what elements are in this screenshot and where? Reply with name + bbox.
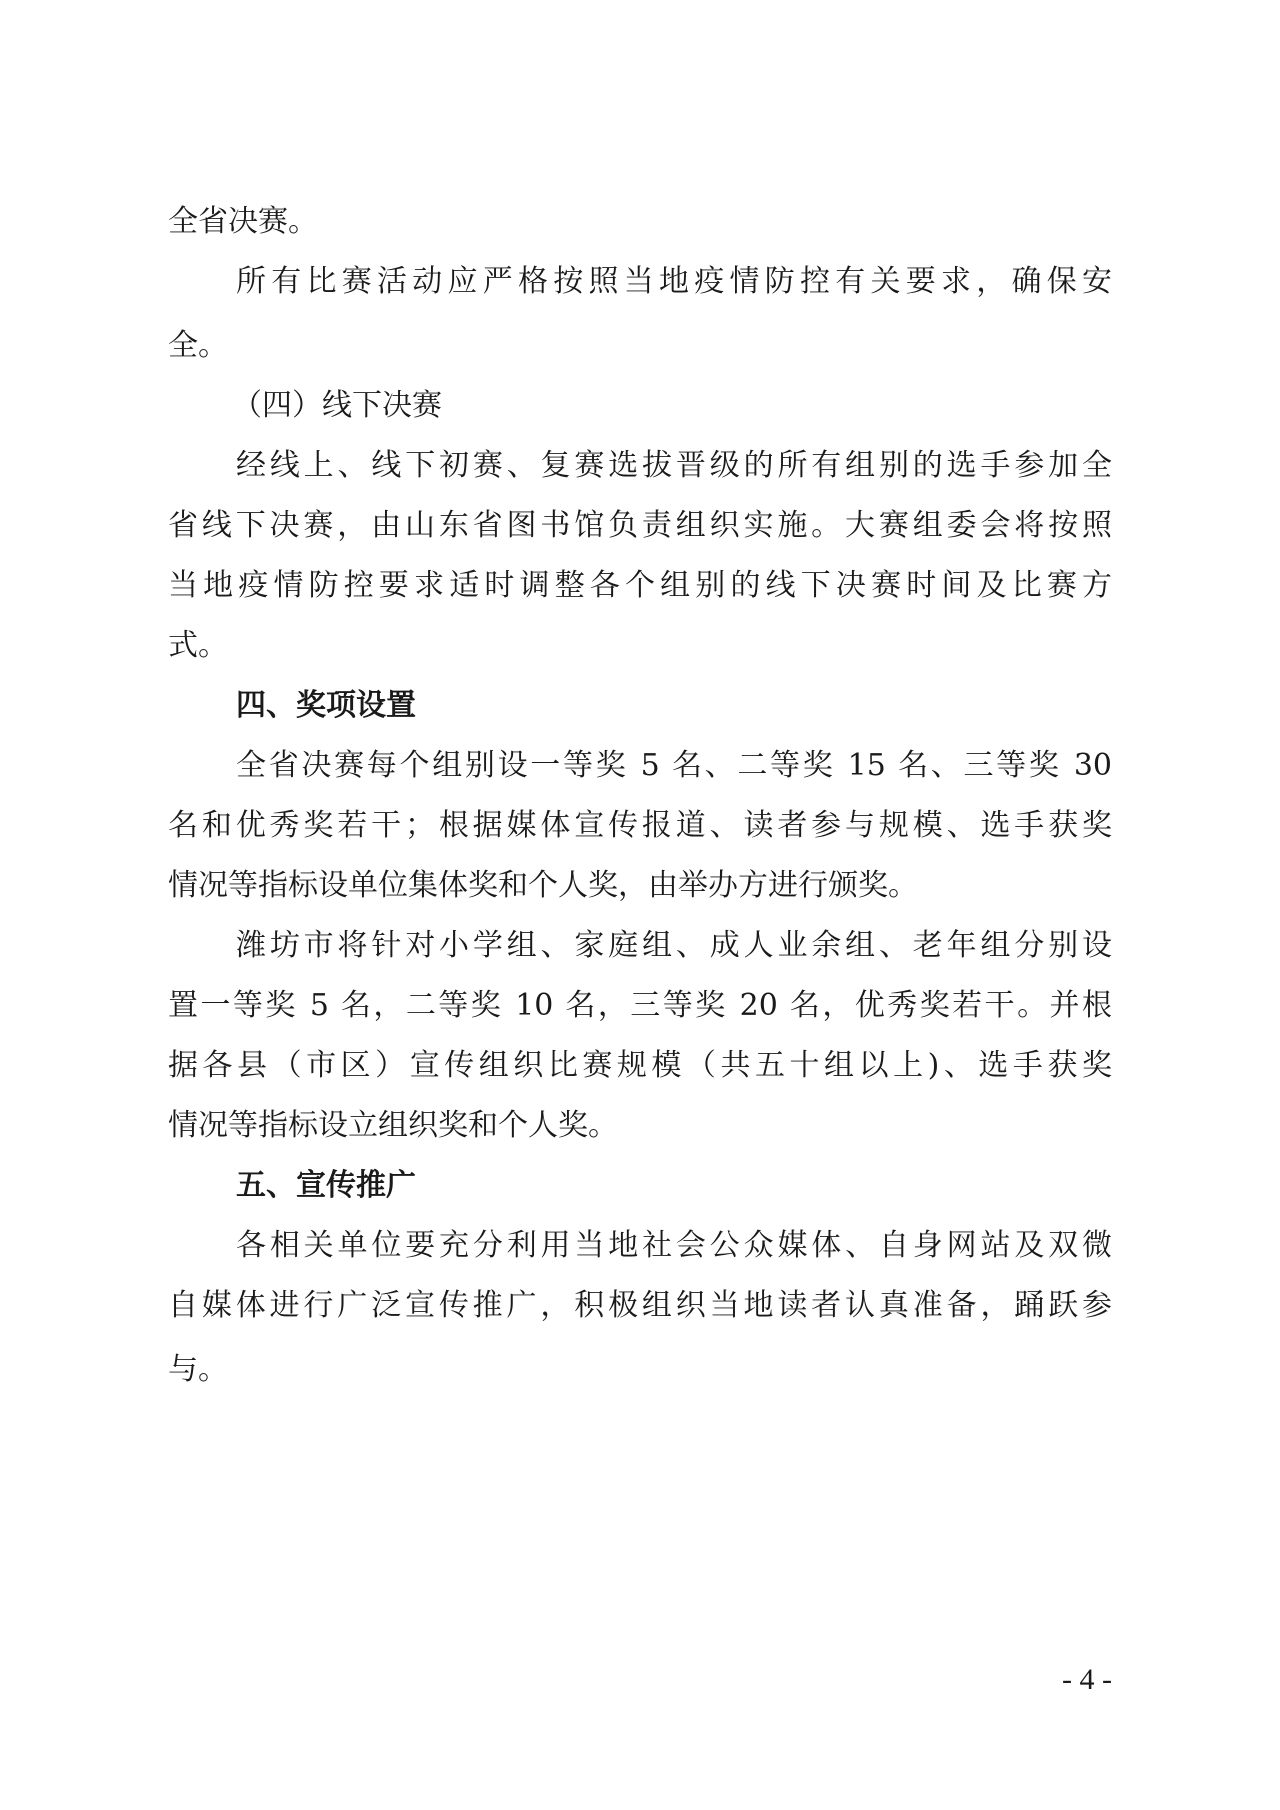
- subsection-heading: （四）线下决赛: [232, 388, 442, 423]
- section-heading: 四、奖项设置: [236, 688, 416, 723]
- paragraph-line: 全省决赛每个组别设一等奖 5 名、二等奖 15 名、三等奖 30: [236, 748, 1112, 783]
- paragraph-line: 情况等指标设立组织奖和个人奖。: [168, 1108, 618, 1143]
- paragraph-line: 式。: [168, 628, 228, 663]
- paragraph-line: 经线上、线下初赛、复赛选拔晋级的所有组别的选手参加全: [236, 448, 1112, 483]
- paragraph-line: 置一等奖 5 名，二等奖 10 名，三等奖 20 名，优秀奖若干。并根: [168, 988, 1112, 1023]
- paragraph-line: 全。: [168, 328, 228, 363]
- paragraph-line: 据各县（市区）宣传组织比赛规模（共五十组以上)、选手获奖: [168, 1048, 1112, 1083]
- page-number: - 4 -: [1062, 1663, 1112, 1696]
- paragraph-line: 所有比赛活动应严格按照当地疫情防控有关要求，确保安: [236, 264, 1112, 299]
- paragraph-line: 各相关单位要充分利用当地社会公众媒体、自身网站及双微: [236, 1228, 1112, 1263]
- paragraph-line: 当地疫情防控要求适时调整各个组别的线下决赛时间及比赛方: [168, 568, 1112, 603]
- paragraph-line: 与。: [168, 1352, 228, 1387]
- paragraph-line: 情况等指标设单位集体奖和个人奖，由举办方进行颁奖。: [168, 868, 918, 903]
- section-heading: 五、宣传推广: [236, 1168, 416, 1203]
- paragraph-line: 自媒体进行广泛宣传推广，积极组织当地读者认真准备，踊跃参: [168, 1288, 1112, 1323]
- paragraph-line: 省线下决赛，由山东省图书馆负责组织实施。大赛组委会将按照: [168, 508, 1112, 543]
- paragraph-line: 名和优秀奖若干；根据媒体宣传报道、读者参与规模、选手获奖: [168, 808, 1112, 843]
- paragraph-line: 潍坊市将针对小学组、家庭组、成人业余组、老年组分别设: [236, 928, 1112, 963]
- paragraph-line: 全省决赛。: [168, 204, 318, 239]
